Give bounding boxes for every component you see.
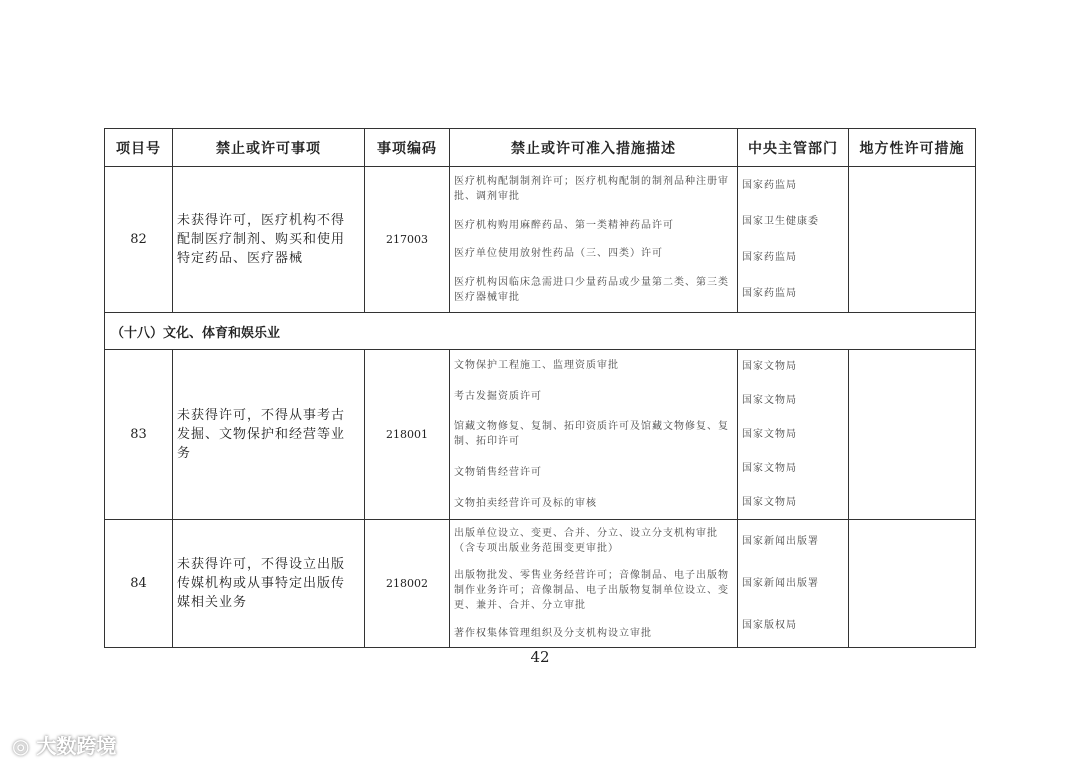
item-text: 未获得许可，不得从事考古发掘、文物保护和经营等业务 — [173, 350, 365, 520]
measure-desc: 出版物批发、零售业务经营许可；音像制品、电子出版物制作业务许可；音像制品、电子出版物复制单位设立、变更、兼并、合并、分立审批 — [454, 570, 729, 612]
item-text: 未获得许可，不得设立出版传媒机构或从事特定出版传媒相关业务 — [173, 520, 365, 648]
item-code: 218001 — [365, 350, 450, 520]
header-cell: 禁止或许可准入措施描述 — [450, 129, 738, 167]
dept: 国家药监局 — [742, 288, 797, 300]
dept: 国家文物局 — [742, 395, 797, 407]
item-code: 218002 — [365, 520, 450, 648]
measure-desc: 医疗单位使用放射性药品（三、四类）许可 — [454, 248, 663, 260]
local-measure — [849, 520, 976, 648]
dept: 国家文物局 — [742, 428, 797, 440]
local-measure — [849, 167, 976, 313]
measure-desc: 馆藏文物修复、复制、拓印资质许可及馆藏文物修复、复制、拓印许可 — [454, 421, 729, 448]
measure-desc: 文物销售经营许可 — [454, 467, 542, 479]
dept: 国家药监局 — [742, 179, 797, 191]
watermark-logo: ◎ 大数跨境 — [12, 734, 117, 758]
item-number: 82 — [105, 167, 173, 313]
permit-table — [104, 128, 976, 648]
measure-desc: 医疗机构配制制剂许可；医疗机构配制的制剂品种注册审批、调剂审批 — [454, 175, 729, 202]
item-code: 217003 — [365, 167, 450, 313]
dept: 国家文物局 — [742, 361, 797, 373]
table-row — [105, 167, 976, 313]
measure-desc: 著作权集体管理组织及分支机构设立审批 — [454, 627, 652, 639]
dept: 国家文物局 — [742, 462, 797, 474]
measure-desc: 出版单位设立、变更、合并、分立、设立分支机构审批（含专项出版业务范围变更审批） — [454, 528, 718, 555]
table-header — [105, 129, 976, 167]
dept: 国家新闻出版署 — [742, 577, 819, 589]
header-cell: 项目号 — [105, 129, 173, 167]
measure-desc: 医疗机构因临床急需进口少量药品或少量第二类、第三类医疗器械审批 — [454, 277, 729, 304]
measure-desc: 文物保护工程施工、监理资质审批 — [454, 359, 619, 371]
header-cell: 禁止或许可事项 — [173, 129, 365, 167]
dept: 国家版权局 — [742, 620, 797, 632]
section-title: （十八）文化、体育和娱乐业 — [105, 313, 976, 350]
measure-desc: 文物拍卖经营许可及标的审核 — [454, 498, 597, 510]
dept: 国家文物局 — [742, 496, 797, 508]
item-number: 83 — [105, 350, 173, 520]
header-cell: 地方性许可措施 — [849, 129, 976, 167]
header-cell: 事项编码 — [365, 129, 450, 167]
item-number: 84 — [105, 520, 173, 648]
item-text: 未获得许可，医疗机构不得配制医疗制剂、购买和使用特定药品、医疗器械 — [173, 167, 365, 313]
watermark-text: 大数跨境 — [36, 734, 117, 758]
table-row — [105, 520, 976, 648]
page-number: 42 — [530, 648, 550, 666]
header-cell: 中央主管部门 — [738, 129, 849, 167]
table-row — [105, 350, 976, 520]
measure-desc: 考古发掘资质许可 — [454, 390, 542, 402]
measure-desc: 医疗机构购用麻醉药品、第一类精神药品许可 — [454, 219, 674, 231]
section-row — [105, 313, 976, 350]
local-measure — [849, 350, 976, 520]
dept: 国家新闻出版署 — [742, 535, 819, 547]
dept: 国家卫生健康委 — [742, 215, 819, 227]
dept: 国家药监局 — [742, 252, 797, 264]
